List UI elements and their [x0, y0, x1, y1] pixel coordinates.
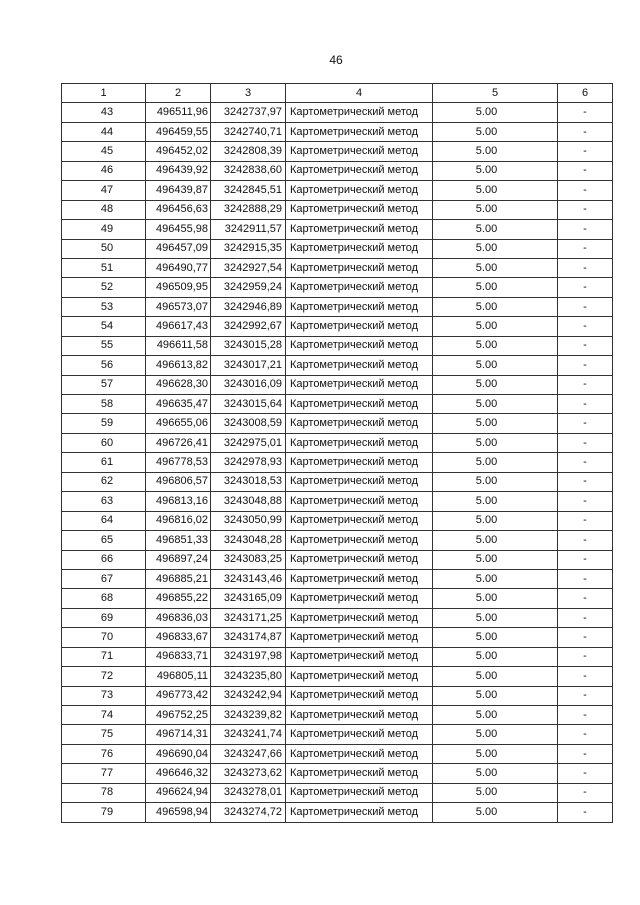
- accuracy-cell: 5.00: [433, 647, 558, 666]
- accuracy-cell: 5.00: [433, 317, 558, 336]
- note-cell: -: [558, 220, 613, 239]
- point-number-cell: 60: [62, 433, 146, 452]
- point-number-cell: 62: [62, 472, 146, 491]
- point-number-cell: 45: [62, 142, 146, 161]
- method-cell: Картометрический метод: [286, 764, 433, 783]
- x-coordinate-cell: 496455,98: [146, 220, 211, 239]
- y-coordinate-cell: 3242978,93: [211, 453, 286, 472]
- method-cell: Картометрический метод: [286, 453, 433, 472]
- page-number: 46: [329, 53, 343, 67]
- y-coordinate-cell: 3243235,80: [211, 667, 286, 686]
- point-number-cell: 67: [62, 569, 146, 588]
- method-cell: Картометрический метод: [286, 472, 433, 491]
- accuracy-cell: 5.00: [433, 161, 558, 180]
- note-cell: -: [558, 258, 613, 277]
- y-coordinate-cell: 3243015,64: [211, 395, 286, 414]
- note-cell: -: [558, 122, 613, 141]
- y-coordinate-cell: 3242959,24: [211, 278, 286, 297]
- y-coordinate-cell: 3242915,35: [211, 239, 286, 258]
- method-cell: Картометрический метод: [286, 414, 433, 433]
- point-number-cell: 64: [62, 511, 146, 530]
- method-cell: Картометрический метод: [286, 569, 433, 588]
- accuracy-cell: 5.00: [433, 725, 558, 744]
- y-coordinate-cell: 3243143,46: [211, 569, 286, 588]
- table-row: [62, 511, 613, 530]
- accuracy-cell: 5.00: [433, 803, 558, 822]
- x-coordinate-cell: 496851,33: [146, 531, 211, 550]
- y-coordinate-cell: 3242927,54: [211, 258, 286, 277]
- accuracy-cell: 5.00: [433, 433, 558, 452]
- x-coordinate-cell: 496813,16: [146, 492, 211, 511]
- note-cell: -: [558, 356, 613, 375]
- method-cell: Картометрический метод: [286, 783, 433, 802]
- accuracy-cell: 5.00: [433, 783, 558, 802]
- note-cell: -: [558, 628, 613, 647]
- note-cell: -: [558, 531, 613, 550]
- x-coordinate-cell: 496897,24: [146, 550, 211, 569]
- y-coordinate-cell: 3243050,99: [211, 511, 286, 530]
- table-row: [62, 200, 613, 219]
- point-number-cell: 51: [62, 258, 146, 277]
- table-header-row: [62, 84, 613, 103]
- note-cell: -: [558, 297, 613, 316]
- point-number-cell: 49: [62, 220, 146, 239]
- accuracy-cell: 5.00: [433, 667, 558, 686]
- x-coordinate-cell: 496726,41: [146, 433, 211, 452]
- note-cell: -: [558, 550, 613, 569]
- table-row: [62, 453, 613, 472]
- point-number-cell: 68: [62, 589, 146, 608]
- method-cell: Картометрический метод: [286, 628, 433, 647]
- point-number-cell: 77: [62, 764, 146, 783]
- method-cell: Картометрический метод: [286, 142, 433, 161]
- note-cell: -: [558, 706, 613, 725]
- y-coordinate-cell: 3243278,01: [211, 783, 286, 802]
- method-cell: Картометрический метод: [286, 278, 433, 297]
- method-cell: Картометрический метод: [286, 356, 433, 375]
- table-row: [62, 569, 613, 588]
- table-row: [62, 725, 613, 744]
- table-row: [62, 142, 613, 161]
- table-row: [62, 297, 613, 316]
- x-coordinate-cell: 496624,94: [146, 783, 211, 802]
- y-coordinate-cell: 3243018,53: [211, 472, 286, 491]
- point-number-cell: 43: [62, 103, 146, 122]
- table-row: [62, 220, 613, 239]
- y-coordinate-cell: 3243083,25: [211, 550, 286, 569]
- point-number-cell: 53: [62, 297, 146, 316]
- method-cell: Картометрический метод: [286, 744, 433, 763]
- x-coordinate-cell: 496773,42: [146, 686, 211, 705]
- note-cell: -: [558, 783, 613, 802]
- point-number-cell: 61: [62, 453, 146, 472]
- accuracy-cell: 5.00: [433, 200, 558, 219]
- table-row: [62, 395, 613, 414]
- accuracy-cell: 5.00: [433, 550, 558, 569]
- accuracy-cell: 5.00: [433, 686, 558, 705]
- y-coordinate-cell: 3243048,28: [211, 531, 286, 550]
- note-cell: -: [558, 433, 613, 452]
- note-cell: -: [558, 686, 613, 705]
- note-cell: -: [558, 161, 613, 180]
- point-number-cell: 79: [62, 803, 146, 822]
- method-cell: Картометрический метод: [286, 258, 433, 277]
- method-cell: Картометрический метод: [286, 317, 433, 336]
- accuracy-cell: 5.00: [433, 297, 558, 316]
- accuracy-cell: 5.00: [433, 122, 558, 141]
- y-coordinate-cell: 3242740,71: [211, 122, 286, 141]
- x-coordinate-cell: 496617,43: [146, 317, 211, 336]
- x-coordinate-cell: 496459,55: [146, 122, 211, 141]
- method-cell: Картометрический метод: [286, 122, 433, 141]
- point-number-cell: 52: [62, 278, 146, 297]
- y-coordinate-cell: 3243165,09: [211, 589, 286, 608]
- x-coordinate-cell: 496836,03: [146, 608, 211, 627]
- table-row: [62, 433, 613, 452]
- accuracy-cell: 5.00: [433, 336, 558, 355]
- table-body: [62, 103, 613, 822]
- x-coordinate-cell: 496628,30: [146, 375, 211, 394]
- method-cell: Картометрический метод: [286, 647, 433, 666]
- note-cell: -: [558, 278, 613, 297]
- y-coordinate-cell: 3243017,21: [211, 356, 286, 375]
- table-row: [62, 667, 613, 686]
- x-coordinate-cell: 496456,63: [146, 200, 211, 219]
- table-row: [62, 356, 613, 375]
- x-coordinate-cell: 496439,92: [146, 161, 211, 180]
- x-coordinate-cell: 496439,87: [146, 181, 211, 200]
- point-number-cell: 57: [62, 375, 146, 394]
- y-coordinate-cell: 3243247,66: [211, 744, 286, 763]
- table-row: [62, 686, 613, 705]
- x-coordinate-cell: 496778,53: [146, 453, 211, 472]
- note-cell: -: [558, 764, 613, 783]
- note-cell: -: [558, 375, 613, 394]
- x-coordinate-cell: 496885,21: [146, 569, 211, 588]
- note-cell: -: [558, 453, 613, 472]
- note-cell: -: [558, 336, 613, 355]
- y-coordinate-cell: 3242946,89: [211, 297, 286, 316]
- table-row: [62, 803, 613, 822]
- accuracy-cell: 5.00: [433, 628, 558, 647]
- y-coordinate-cell: 3243015,28: [211, 336, 286, 355]
- note-cell: -: [558, 142, 613, 161]
- accuracy-cell: 5.00: [433, 375, 558, 394]
- table-row: [62, 608, 613, 627]
- point-number-cell: 71: [62, 647, 146, 666]
- point-number-cell: 65: [62, 531, 146, 550]
- note-cell: -: [558, 181, 613, 200]
- accuracy-cell: 5.00: [433, 258, 558, 277]
- y-coordinate-cell: 3243242,94: [211, 686, 286, 705]
- method-cell: Картометрический метод: [286, 239, 433, 258]
- table-row: [62, 375, 613, 394]
- point-number-cell: 69: [62, 608, 146, 627]
- method-cell: Картометрический метод: [286, 589, 433, 608]
- accuracy-cell: 5.00: [433, 414, 558, 433]
- point-number-cell: 56: [62, 356, 146, 375]
- note-cell: -: [558, 414, 613, 433]
- point-number-cell: 59: [62, 414, 146, 433]
- accuracy-cell: 5.00: [433, 511, 558, 530]
- y-coordinate-cell: 3242888,29: [211, 200, 286, 219]
- accuracy-cell: 5.00: [433, 706, 558, 725]
- column-header-method: 4: [286, 84, 433, 103]
- table-row: [62, 550, 613, 569]
- x-coordinate-cell: 496490,77: [146, 258, 211, 277]
- table-row: [62, 744, 613, 763]
- note-cell: -: [558, 803, 613, 822]
- table-row: [62, 258, 613, 277]
- point-number-cell: 70: [62, 628, 146, 647]
- note-cell: -: [558, 103, 613, 122]
- x-coordinate-cell: 496833,67: [146, 628, 211, 647]
- y-coordinate-cell: 3242737,97: [211, 103, 286, 122]
- x-coordinate-cell: 496573,07: [146, 297, 211, 316]
- accuracy-cell: 5.00: [433, 492, 558, 511]
- table-row: [62, 161, 613, 180]
- x-coordinate-cell: 496452,02: [146, 142, 211, 161]
- point-number-cell: 55: [62, 336, 146, 355]
- y-coordinate-cell: 3242975,01: [211, 433, 286, 452]
- note-cell: -: [558, 647, 613, 666]
- point-number-cell: 73: [62, 686, 146, 705]
- method-cell: Картометрический метод: [286, 297, 433, 316]
- accuracy-cell: 5.00: [433, 531, 558, 550]
- table-row: [62, 706, 613, 725]
- point-number-cell: 74: [62, 706, 146, 725]
- table-row: [62, 181, 613, 200]
- column-header-y: 3: [211, 84, 286, 103]
- method-cell: Картометрический метод: [286, 725, 433, 744]
- point-number-cell: 44: [62, 122, 146, 141]
- table-row: [62, 492, 613, 511]
- note-cell: -: [558, 744, 613, 763]
- y-coordinate-cell: 3243174,87: [211, 628, 286, 647]
- point-number-cell: 46: [62, 161, 146, 180]
- point-number-cell: 72: [62, 667, 146, 686]
- y-coordinate-cell: 3243008,59: [211, 414, 286, 433]
- accuracy-cell: 5.00: [433, 220, 558, 239]
- accuracy-cell: 5.00: [433, 239, 558, 258]
- method-cell: Картометрический метод: [286, 686, 433, 705]
- y-coordinate-cell: 3242838,60: [211, 161, 286, 180]
- y-coordinate-cell: 3243048,88: [211, 492, 286, 511]
- method-cell: Картометрический метод: [286, 531, 433, 550]
- x-coordinate-cell: 496833,71: [146, 647, 211, 666]
- x-coordinate-cell: 496511,96: [146, 103, 211, 122]
- table-row: [62, 472, 613, 491]
- x-coordinate-cell: 496806,57: [146, 472, 211, 491]
- column-header-note: 6: [558, 84, 613, 103]
- method-cell: Картометрический метод: [286, 103, 433, 122]
- x-coordinate-cell: 496690,04: [146, 744, 211, 763]
- column-header-accuracy: 5: [433, 84, 558, 103]
- x-coordinate-cell: 496646,32: [146, 764, 211, 783]
- accuracy-cell: 5.00: [433, 744, 558, 763]
- table-row: [62, 336, 613, 355]
- method-cell: Картометрический метод: [286, 375, 433, 394]
- point-number-cell: 58: [62, 395, 146, 414]
- point-number-cell: 78: [62, 783, 146, 802]
- note-cell: -: [558, 317, 613, 336]
- accuracy-cell: 5.00: [433, 472, 558, 491]
- point-number-cell: 75: [62, 725, 146, 744]
- x-coordinate-cell: 496611,58: [146, 336, 211, 355]
- y-coordinate-cell: 3242992,67: [211, 317, 286, 336]
- table-row: [62, 239, 613, 258]
- accuracy-cell: 5.00: [433, 608, 558, 627]
- method-cell: Картометрический метод: [286, 492, 433, 511]
- note-cell: -: [558, 608, 613, 627]
- y-coordinate-cell: 3242911,57: [211, 220, 286, 239]
- y-coordinate-cell: 3242845,51: [211, 181, 286, 200]
- y-coordinate-cell: 3243197,98: [211, 647, 286, 666]
- accuracy-cell: 5.00: [433, 103, 558, 122]
- coordinates-table: [61, 83, 613, 823]
- y-coordinate-cell: 3243241,74: [211, 725, 286, 744]
- y-coordinate-cell: 3243016,09: [211, 375, 286, 394]
- method-cell: Картометрический метод: [286, 706, 433, 725]
- y-coordinate-cell: 3243239,82: [211, 706, 286, 725]
- table-row: [62, 628, 613, 647]
- point-number-cell: 63: [62, 492, 146, 511]
- method-cell: Картометрический метод: [286, 608, 433, 627]
- method-cell: Картометрический метод: [286, 433, 433, 452]
- note-cell: -: [558, 569, 613, 588]
- x-coordinate-cell: 496805,11: [146, 667, 211, 686]
- method-cell: Картометрический метод: [286, 220, 433, 239]
- note-cell: -: [558, 725, 613, 744]
- x-coordinate-cell: 496613,82: [146, 356, 211, 375]
- note-cell: -: [558, 667, 613, 686]
- accuracy-cell: 5.00: [433, 569, 558, 588]
- table-row: [62, 764, 613, 783]
- note-cell: -: [558, 492, 613, 511]
- x-coordinate-cell: 496655,06: [146, 414, 211, 433]
- x-coordinate-cell: 496635,47: [146, 395, 211, 414]
- point-number-cell: 76: [62, 744, 146, 763]
- y-coordinate-cell: 3243274,72: [211, 803, 286, 822]
- accuracy-cell: 5.00: [433, 764, 558, 783]
- note-cell: -: [558, 200, 613, 219]
- note-cell: -: [558, 472, 613, 491]
- method-cell: Картометрический метод: [286, 395, 433, 414]
- accuracy-cell: 5.00: [433, 181, 558, 200]
- table-row: [62, 414, 613, 433]
- column-header-point-number: 1: [62, 84, 146, 103]
- method-cell: Картометрический метод: [286, 181, 433, 200]
- method-cell: Картометрический метод: [286, 550, 433, 569]
- accuracy-cell: 5.00: [433, 395, 558, 414]
- y-coordinate-cell: 3243171,25: [211, 608, 286, 627]
- point-number-cell: 47: [62, 181, 146, 200]
- column-header-x: 2: [146, 84, 211, 103]
- table-row: [62, 103, 613, 122]
- note-cell: -: [558, 395, 613, 414]
- x-coordinate-cell: 496598,94: [146, 803, 211, 822]
- method-cell: Картометрический метод: [286, 803, 433, 822]
- note-cell: -: [558, 239, 613, 258]
- table-row: [62, 122, 613, 141]
- accuracy-cell: 5.00: [433, 589, 558, 608]
- method-cell: Картометрический метод: [286, 667, 433, 686]
- note-cell: -: [558, 511, 613, 530]
- table-row: [62, 317, 613, 336]
- accuracy-cell: 5.00: [433, 356, 558, 375]
- x-coordinate-cell: 496457,09: [146, 239, 211, 258]
- x-coordinate-cell: 496855,22: [146, 589, 211, 608]
- x-coordinate-cell: 496509,95: [146, 278, 211, 297]
- accuracy-cell: 5.00: [433, 142, 558, 161]
- point-number-cell: 54: [62, 317, 146, 336]
- table-row: [62, 647, 613, 666]
- table-row: [62, 278, 613, 297]
- x-coordinate-cell: 496752,25: [146, 706, 211, 725]
- method-cell: Картометрический метод: [286, 336, 433, 355]
- table-row: [62, 589, 613, 608]
- method-cell: Картометрический метод: [286, 161, 433, 180]
- accuracy-cell: 5.00: [433, 453, 558, 472]
- y-coordinate-cell: 3242808,39: [211, 142, 286, 161]
- y-coordinate-cell: 3243273,62: [211, 764, 286, 783]
- method-cell: Картометрический метод: [286, 511, 433, 530]
- method-cell: Картометрический метод: [286, 200, 433, 219]
- table-row: [62, 531, 613, 550]
- note-cell: -: [558, 589, 613, 608]
- table-row: [62, 783, 613, 802]
- x-coordinate-cell: 496816,02: [146, 511, 211, 530]
- point-number-cell: 50: [62, 239, 146, 258]
- x-coordinate-cell: 496714,31: [146, 725, 211, 744]
- point-number-cell: 48: [62, 200, 146, 219]
- accuracy-cell: 5.00: [433, 278, 558, 297]
- point-number-cell: 66: [62, 550, 146, 569]
